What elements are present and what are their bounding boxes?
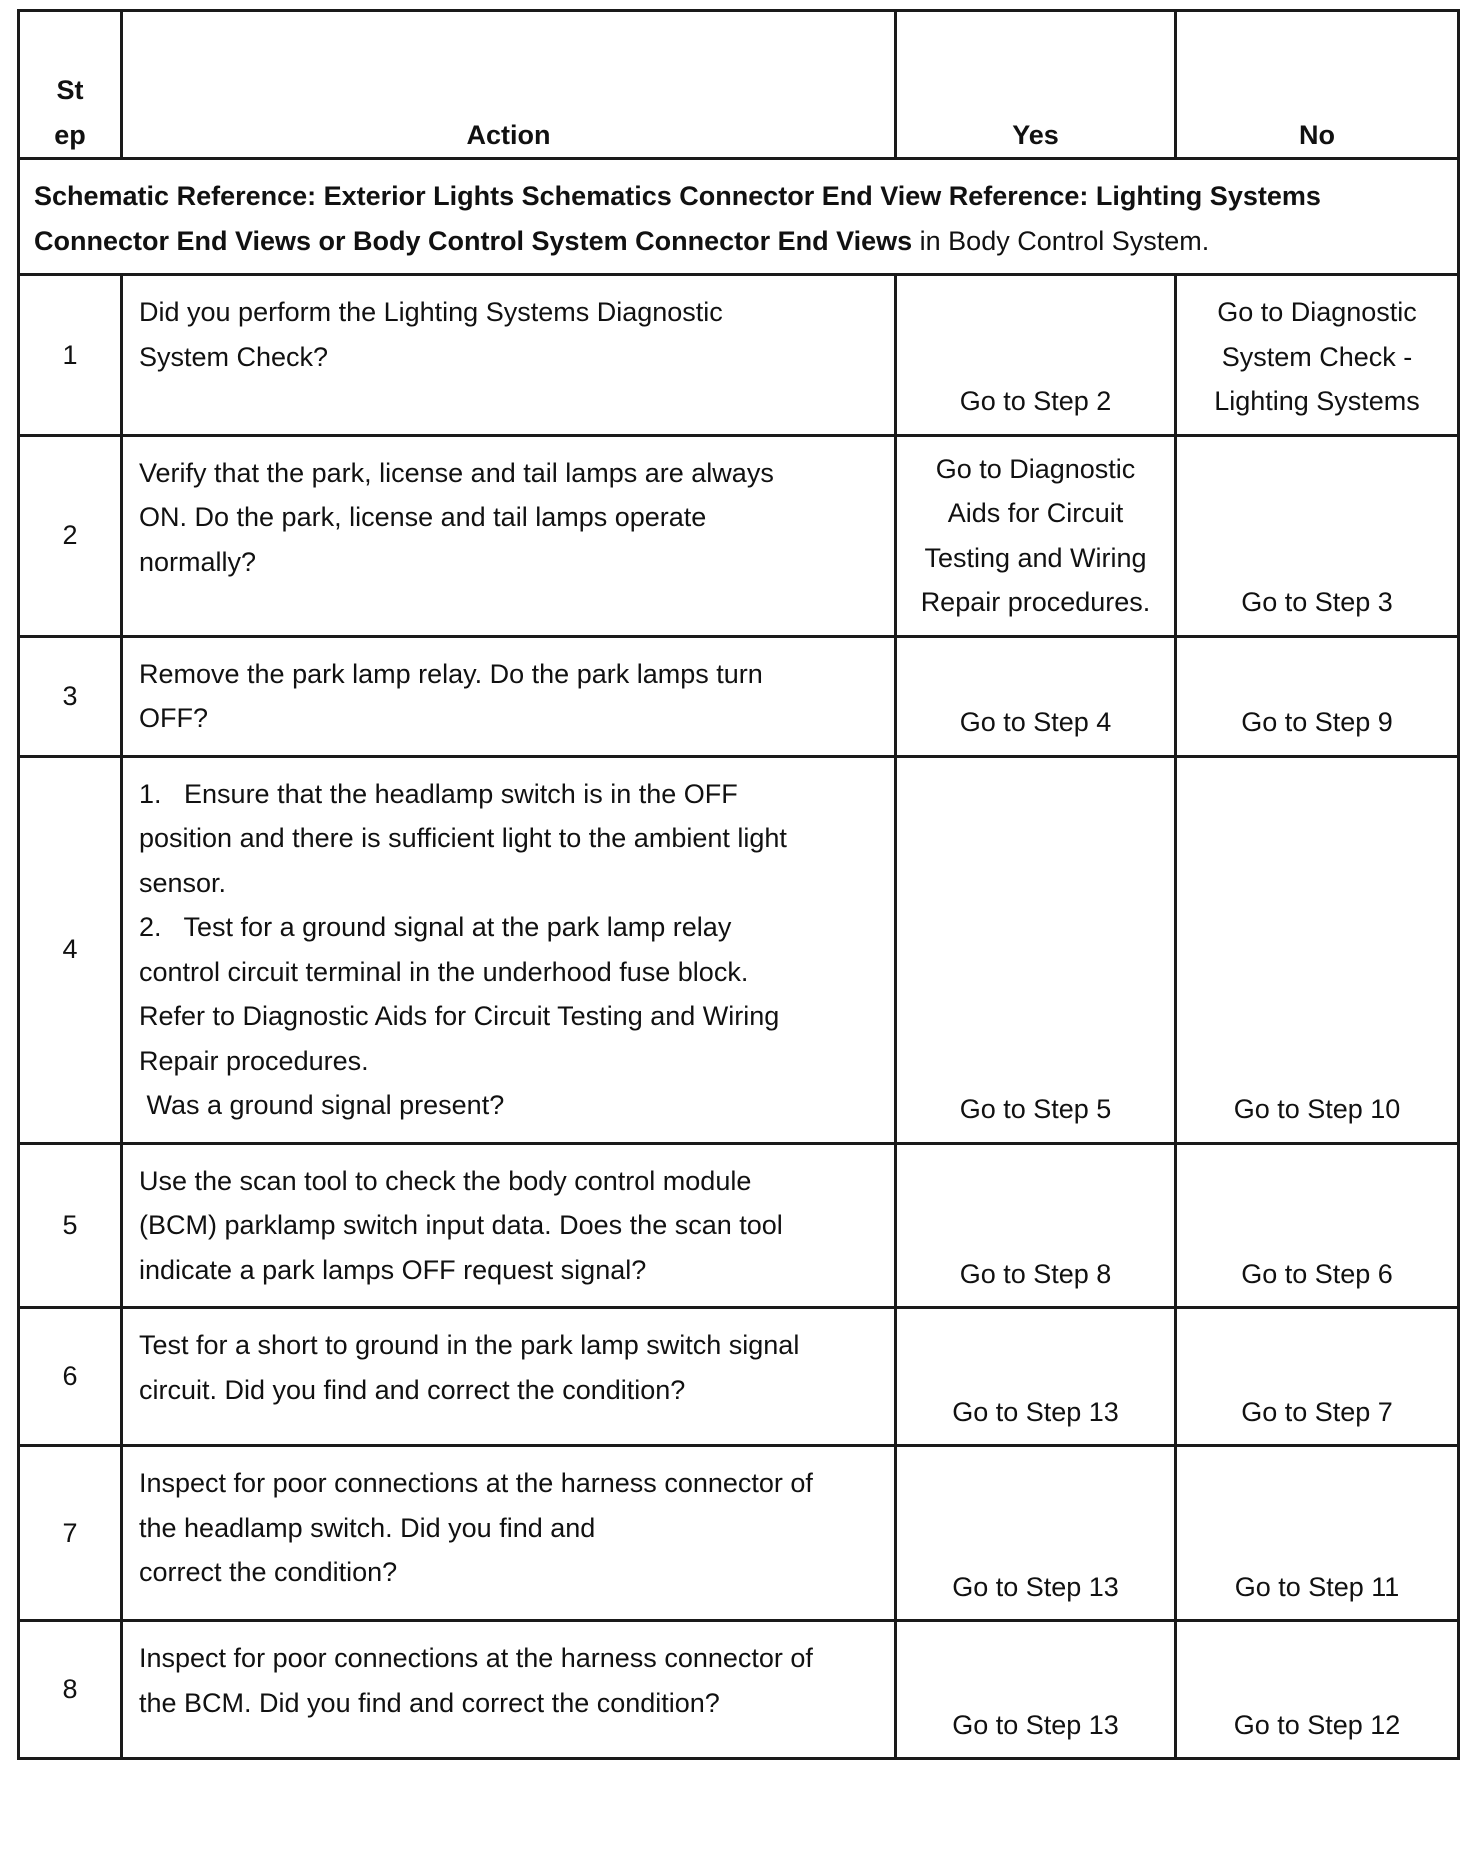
action-line: control circuit terminal in the underhood fuse block. bbox=[139, 956, 749, 987]
yes-line: Go to Step 13 bbox=[952, 1709, 1119, 1740]
action-line: normally? bbox=[139, 546, 257, 577]
no-cell bbox=[1176, 435, 1459, 636]
yes-cell bbox=[896, 756, 1176, 1143]
yes-cell bbox=[896, 1308, 1176, 1446]
action-line: ON. Do the park, license and tail lamps operate bbox=[139, 502, 707, 532]
reference-suffix: in Body Control System. bbox=[912, 225, 1210, 256]
header-row bbox=[19, 11, 1459, 159]
action-line: indicate a park lamps OFF request signal? bbox=[139, 1254, 647, 1285]
action-line: Inspect for poor connections at the harness connector of bbox=[139, 1468, 813, 1498]
action-line: Inspect for poor connections at the harness connector of bbox=[139, 1643, 813, 1673]
step-row-7 bbox=[19, 1446, 1459, 1621]
yes-line: Go to Diagnostic bbox=[935, 453, 1136, 484]
no-line: Go to Step 7 bbox=[1241, 1396, 1393, 1427]
yes-line: Go to Step 13 bbox=[952, 1396, 1119, 1427]
step-row-4 bbox=[19, 756, 1459, 1143]
action-line: 2. Test for a ground signal at the park lamp relay bbox=[139, 912, 732, 942]
step-number: 5 bbox=[19, 1143, 122, 1308]
no-line: Go to Step 9 bbox=[1241, 707, 1393, 737]
yes-line: Repair procedures. bbox=[920, 587, 1151, 617]
step-row-1 bbox=[19, 275, 1459, 436]
step-number: 2 bbox=[19, 435, 122, 636]
action-line: System Check? bbox=[139, 341, 329, 372]
no-line: Go to Diagnostic bbox=[1217, 297, 1417, 327]
yes-cell bbox=[896, 275, 1176, 436]
diagnostic-table bbox=[17, 9, 1460, 1760]
action-line: Use the scan tool to check the body control module bbox=[139, 1165, 752, 1196]
yes-line: Testing and Wiring bbox=[924, 542, 1147, 573]
no-line: Lighting Systems bbox=[1214, 386, 1420, 416]
action-line: Refer to Diagnostic Aids for Circuit Testing and Wiring bbox=[139, 1001, 780, 1031]
action-cell bbox=[122, 756, 896, 1143]
yes-line: Aids for Circuit bbox=[947, 498, 1124, 528]
step-number: 7 bbox=[19, 1446, 122, 1621]
action-line: the headlamp switch. Did you find and bbox=[139, 1512, 596, 1543]
yes-cell bbox=[896, 1621, 1176, 1759]
header-step bbox=[19, 11, 122, 159]
action-cell bbox=[122, 636, 896, 756]
header-step-line2: ep bbox=[54, 119, 86, 150]
action-line: Was a ground signal present? bbox=[139, 1090, 505, 1120]
header-action: Action bbox=[122, 11, 896, 159]
no-line: System Check - bbox=[1221, 341, 1413, 372]
action-cell bbox=[122, 275, 896, 436]
yes-line: Go to Step 2 bbox=[959, 386, 1112, 416]
yes-cell bbox=[896, 1446, 1176, 1621]
step-row-5 bbox=[19, 1143, 1459, 1308]
action-line: Did you perform the Lighting Systems Diagnostic bbox=[139, 297, 723, 327]
yes-line: Go to Step 4 bbox=[959, 707, 1112, 737]
action-line: correct the condition? bbox=[139, 1557, 398, 1587]
no-line: Go to Step 12 bbox=[1233, 1709, 1401, 1740]
action-cell bbox=[122, 1621, 896, 1759]
no-line: Go to Step 10 bbox=[1233, 1094, 1401, 1124]
action-line: Remove the park lamp relay. Do the park lamps turn bbox=[139, 658, 763, 689]
schematic-reference-label: Schematic Reference: Exterior Lights Schematics Connector End View Reference: Lighting Systems Connector End Views or Body Control System Connector End Views bbox=[34, 181, 1321, 256]
no-cell bbox=[1176, 1446, 1459, 1621]
action-line: OFF? bbox=[139, 703, 209, 733]
no-cell bbox=[1176, 1308, 1459, 1446]
no-cell bbox=[1176, 275, 1459, 436]
header-step-line1: St bbox=[56, 75, 84, 105]
step-number: 6 bbox=[19, 1308, 122, 1446]
no-line: Go to Step 3 bbox=[1241, 587, 1393, 617]
action-line: Verify that the park, license and tail lamps are always bbox=[139, 457, 774, 488]
step-row-8 bbox=[19, 1621, 1459, 1759]
no-cell bbox=[1176, 1621, 1459, 1759]
header-no: No bbox=[1176, 11, 1459, 159]
action-line: position and there is sufficient light to the ambient light bbox=[139, 823, 787, 853]
step-number: 8 bbox=[19, 1621, 122, 1759]
action-line: (BCM) parklamp switch input data. Does the scan tool bbox=[139, 1210, 783, 1240]
action-line: Repair procedures. bbox=[139, 1045, 369, 1076]
step-number: 1 bbox=[19, 275, 122, 436]
yes-cell bbox=[896, 636, 1176, 756]
no-line: Go to Step 11 bbox=[1234, 1571, 1400, 1602]
step-number: 4 bbox=[19, 756, 122, 1143]
action-line: 1. Ensure that the headlamp switch is in the OFF bbox=[139, 778, 738, 809]
no-cell bbox=[1176, 636, 1459, 756]
reference-cell bbox=[19, 159, 1459, 275]
step-row-2 bbox=[19, 435, 1459, 636]
action-line: circuit. Did you find and correct the condition? bbox=[139, 1374, 686, 1405]
step-row-6 bbox=[19, 1308, 1459, 1446]
action-cell bbox=[122, 1308, 896, 1446]
yes-line: Go to Step 8 bbox=[959, 1258, 1112, 1289]
step-row-3 bbox=[19, 636, 1459, 756]
yes-cell bbox=[896, 1143, 1176, 1308]
no-line: Go to Step 6 bbox=[1241, 1258, 1393, 1289]
yes-line: Go to Step 5 bbox=[959, 1094, 1112, 1124]
action-line: sensor. bbox=[139, 867, 227, 898]
action-cell bbox=[122, 435, 896, 636]
action-line: Test for a short to ground in the park lamp switch signal bbox=[139, 1330, 800, 1360]
reference-row bbox=[19, 159, 1459, 275]
header-yes: Yes bbox=[896, 11, 1176, 159]
action-line: the BCM. Did you find and correct the condition? bbox=[139, 1687, 720, 1718]
yes-line: Go to Step 13 bbox=[952, 1571, 1119, 1602]
action-cell bbox=[122, 1446, 896, 1621]
step-number: 3 bbox=[19, 636, 122, 756]
no-cell bbox=[1176, 1143, 1459, 1308]
yes-cell bbox=[896, 435, 1176, 636]
action-cell bbox=[122, 1143, 896, 1308]
no-cell bbox=[1176, 756, 1459, 1143]
